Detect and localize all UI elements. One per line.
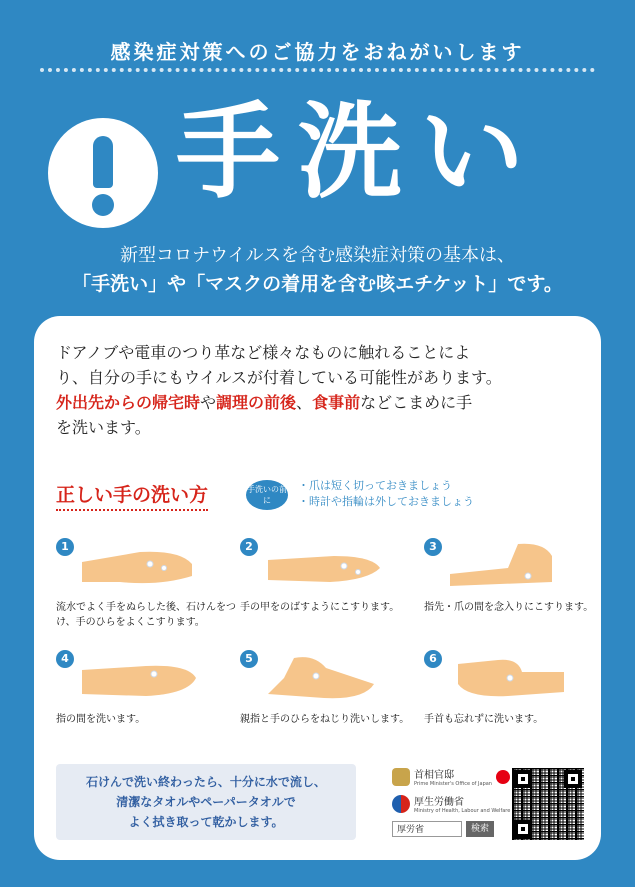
description-paragraph (56, 340, 586, 440)
mhlw-name: 厚生労働省 (414, 797, 464, 808)
step-caption: 指の間を洗います。 (56, 714, 146, 725)
tip-item: ・爪は短く切っておきましょう (298, 479, 452, 492)
para-red-2: 調理の前後 (216, 393, 297, 412)
kantei-name-en: Prime Minister's Office of Japan (414, 781, 492, 787)
hands-illustration (448, 654, 568, 704)
after-wash-note (56, 764, 356, 840)
step-caption: 手首も忘れずに洗います。 (424, 714, 544, 725)
kantei-logo[interactable] (392, 766, 512, 787)
kiri-crest-icon (392, 768, 410, 786)
para-mid-1: や (200, 393, 217, 412)
japan-flag-icon (496, 770, 510, 784)
kantei-name: 首相官邸 (414, 770, 454, 781)
step-caption: 親指と手のひらをねじり洗いします。 (240, 714, 410, 725)
para-end: などこまめに手 (360, 393, 473, 412)
hands-illustration (80, 654, 200, 704)
speech-bubble: 手洗いの前に (246, 480, 288, 510)
step-number: 2 (240, 538, 258, 556)
mhlw-mark-icon (392, 795, 410, 813)
hands-illustration (264, 542, 384, 592)
page-title: 手洗い (176, 91, 543, 213)
search-box (392, 820, 502, 838)
tips-list (298, 478, 474, 510)
note-line: よく拭き取って乾かします。 (128, 815, 284, 829)
para-red-3: 食事前 (312, 393, 361, 412)
step-number: 5 (240, 650, 258, 668)
para-line-2: り、自分の手にもウイルスが付着している可能性があります。 (56, 368, 502, 387)
step-number: 1 (56, 538, 74, 556)
hands-illustration (80, 542, 200, 592)
step-caption: 手の甲をのばすようにこすります。 (240, 602, 400, 613)
dotted-divider (40, 68, 595, 76)
search-button[interactable]: 検索 (466, 821, 494, 837)
search-input[interactable]: 厚労省 (392, 821, 462, 837)
step-number: 4 (56, 650, 74, 668)
step-number: 3 (424, 538, 442, 556)
info-card (34, 316, 601, 860)
exclamation-icon (48, 118, 158, 228)
note-line: 石けんで洗い終わったら、十分に水で流し、 (86, 775, 326, 789)
note-line: 清潔なタオルやペーパータオルで (116, 795, 296, 809)
para-line-4: を洗います。 (56, 418, 151, 437)
para-mid-2: 、 (296, 393, 313, 412)
qr-code[interactable] (512, 768, 584, 840)
mhlw-name-en: Ministry of Health, Labour and Welfare (414, 808, 511, 814)
intro-text (0, 242, 635, 298)
mhlw-logo[interactable] (392, 793, 512, 814)
para-line-3 (56, 390, 586, 415)
tip-item: ・時計や指輪は外しておきましょう (298, 495, 474, 508)
hands-illustration (264, 654, 384, 704)
step-caption: 流水でよく手をぬらした後、石けんをつけ、手のひらをよくこすります。 (56, 602, 236, 628)
hands-illustration (448, 542, 568, 592)
intro-line-1: 新型コロナウイルスを含む感染症対策の基本は、 (120, 245, 515, 266)
howto-title: 正しい手の洗い方 (56, 480, 208, 511)
step-caption: 指先・爪の間を念入りにこすります。 (424, 602, 594, 613)
para-red-1: 外出先からの帰宅時 (56, 393, 201, 412)
title-area (48, 92, 588, 232)
para-line-1: ドアノブや電車のつり革など様々なものに触れることによ (56, 343, 471, 362)
step-number: 6 (424, 650, 442, 668)
logos (392, 766, 512, 820)
top-message: 感染症対策へのご協力をおねがいします (110, 40, 525, 64)
intro-line-2: 「手洗い」や「マスクの着用を含む咳エチケット」です。 (72, 273, 563, 295)
